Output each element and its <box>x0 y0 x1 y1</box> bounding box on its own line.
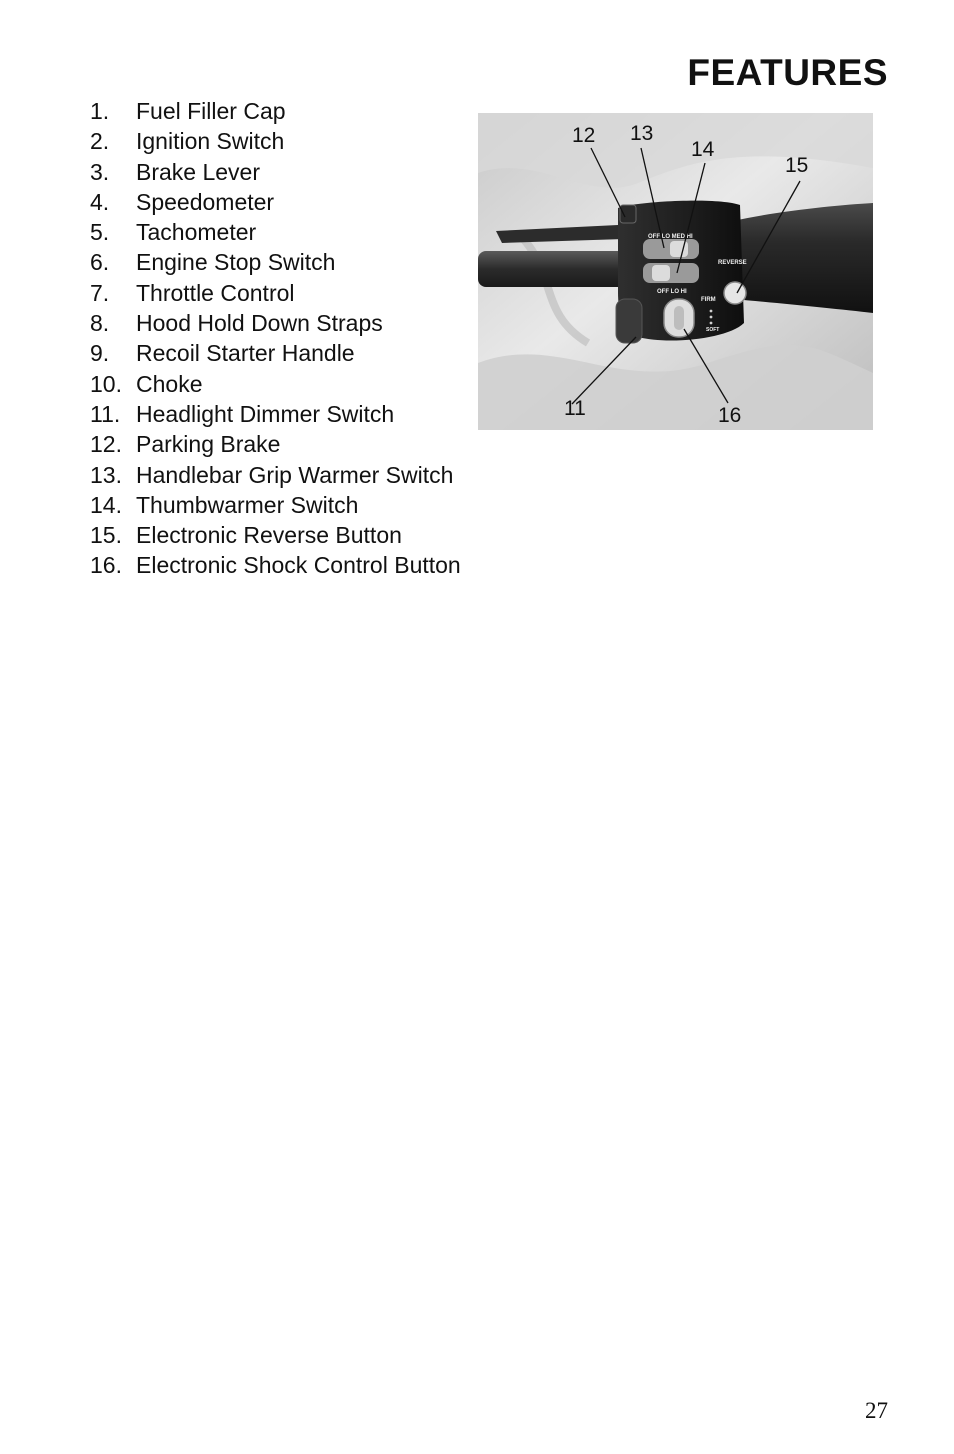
list-item <box>90 338 461 368</box>
item-number: 5. <box>90 219 110 246</box>
item-number: 10. <box>90 370 122 397</box>
reverse-button <box>724 282 746 304</box>
list-item <box>90 369 461 399</box>
warmer-switch-label: OFF LO MED HI <box>648 234 693 240</box>
thumbwarmer-switch <box>643 263 699 283</box>
list-item <box>90 278 461 308</box>
reverse-label: REVERSE <box>718 260 747 266</box>
callout-16: 16 <box>718 404 742 427</box>
item-number: 15. <box>90 522 122 549</box>
shock-setting-dot <box>710 310 713 313</box>
item-label: Recoil Starter Handle <box>136 340 355 367</box>
item-label: Headlight Dimmer Switch <box>136 400 395 427</box>
item-number: 11. <box>90 400 121 427</box>
item-number: 9. <box>90 340 110 367</box>
thumb-switch-label: OFF LO HI <box>657 289 687 295</box>
item-label: Parking Brake <box>136 431 281 458</box>
list-item <box>90 399 461 429</box>
firm-label: FIRM <box>701 297 716 303</box>
item-number: 1. <box>90 98 110 124</box>
item-label: Electronic Shock Control Button <box>136 552 461 579</box>
list-item <box>90 187 461 217</box>
parking-brake-lock <box>620 205 636 223</box>
item-number: 13. <box>90 461 122 488</box>
item-number: 16. <box>90 552 122 579</box>
item-label: Speedometer <box>136 188 275 215</box>
item-number: 3. <box>90 158 110 185</box>
item-label: Electronic Reverse Button <box>136 522 402 549</box>
list-item <box>90 126 461 156</box>
shock-setting-dot <box>710 322 713 325</box>
item-label: Brake Lever <box>136 158 261 185</box>
list-item <box>90 96 461 126</box>
headlight-dimmer-switch <box>616 299 642 343</box>
item-label: Ignition Switch <box>136 128 285 155</box>
item-number: 12. <box>90 431 122 458</box>
callout-15: 15 <box>785 154 809 177</box>
shock-setting-dot <box>710 316 713 319</box>
item-label: Choke <box>136 370 203 397</box>
item-label: Engine Stop Switch <box>136 249 336 276</box>
shock-control-button-center <box>674 306 684 330</box>
item-label: Fuel Filler Cap <box>136 98 286 124</box>
callout-13: 13 <box>630 122 654 145</box>
page-number: 27 <box>865 1398 888 1423</box>
callout-12: 12 <box>572 124 596 147</box>
list-item <box>90 157 461 187</box>
list-item <box>90 429 461 459</box>
list-item <box>90 247 461 277</box>
callout-14: 14 <box>691 138 715 161</box>
item-label: Throttle Control <box>136 279 295 306</box>
item-label: Thumbwarmer Switch <box>136 491 359 518</box>
item-label: Handlebar Grip Warmer Switch <box>136 461 454 488</box>
features-list <box>90 96 461 581</box>
handlebar-grip <box>733 203 873 313</box>
list-item <box>90 490 461 520</box>
callout-11: 11 <box>564 397 586 420</box>
item-number: 7. <box>90 279 110 306</box>
item-number: 6. <box>90 249 110 276</box>
list-item <box>90 550 461 580</box>
handlebar-controls-illustration <box>478 113 873 430</box>
soft-label: SOFT <box>706 327 720 333</box>
list-item <box>90 520 461 550</box>
item-label: Hood Hold Down Straps <box>136 310 383 337</box>
item-number: 2. <box>90 128 110 155</box>
page-title: FEATURES <box>687 52 888 93</box>
item-number: 4. <box>90 188 110 215</box>
item-label: Tachometer <box>136 219 257 246</box>
list-item <box>90 217 461 247</box>
grip-warmer-switch-knob <box>670 241 688 257</box>
handlebar-controls-photo <box>478 113 873 430</box>
list-item <box>90 308 461 338</box>
thumbwarmer-switch-knob <box>652 265 670 281</box>
item-number: 8. <box>90 310 110 337</box>
item-number: 14. <box>90 491 122 518</box>
list-item <box>90 460 461 490</box>
